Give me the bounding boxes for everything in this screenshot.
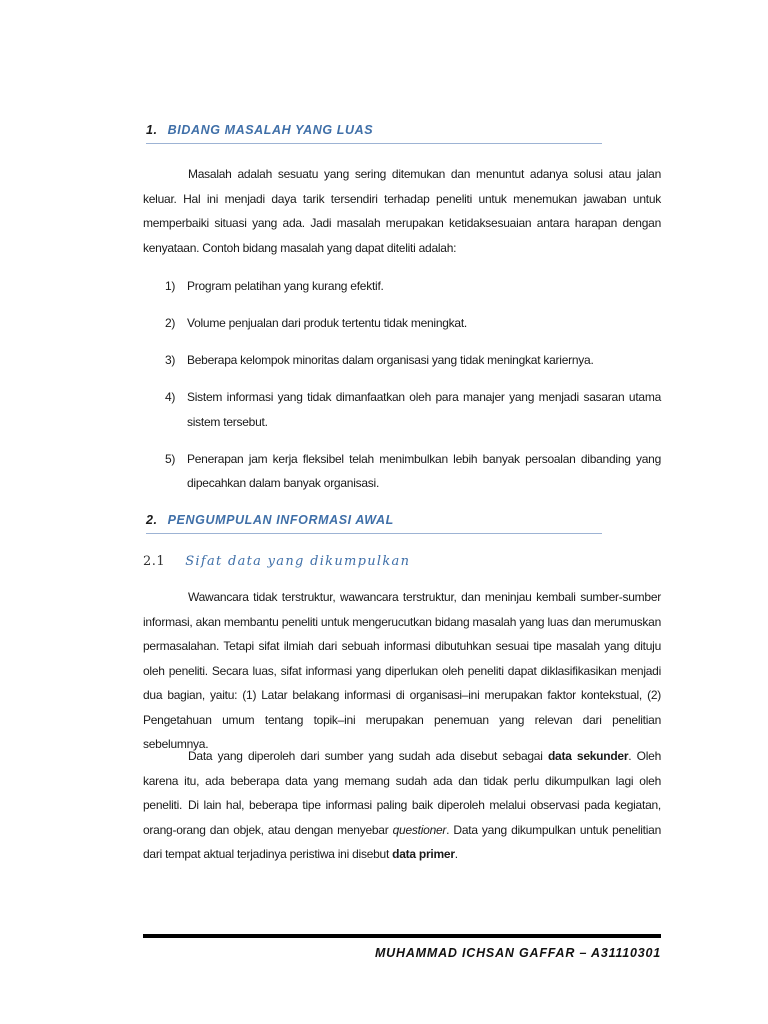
subsection-title: Sifat data yang dikumpulkan <box>185 554 411 569</box>
section-2-paragraph-3 <box>143 793 661 867</box>
list-item-text: Beberapa kelompok minoritas dalam organisasi yang tidak meningkat kariernya. <box>187 353 594 367</box>
footer-author: MUHAMMAD ICHSAN GAFFAR – A31110301 <box>374 946 661 960</box>
list-item-number: 3) <box>165 353 176 367</box>
list-item-text: Penerapan jam kerja fleksibel telah menimbulkan lebih banyak persoalan dibanding yang dipecahkan dalam banyak organisasi. <box>187 451 661 490</box>
list-item-number: 2) <box>165 316 176 330</box>
list-item <box>143 447 661 496</box>
list-item-number: 5) <box>165 451 176 466</box>
section-1-number: 1. <box>146 123 158 137</box>
para3-text-before: Di lain hal, beberapa tipe informasi paling baik diperoleh melalui observasi pada kegiatan, orang-orang dan objek, atau dengan menyebar <box>143 798 661 837</box>
para3-text-middle: . Data yang dikumpulkan untuk penelitian dari tempat aktual terjadinya peristiwa ini disebut <box>143 822 662 861</box>
section-1-intro: Masalah adalah sesuatu yang sering ditemukan dan menuntut adanya solusi atau jalan keluar. Hal ini menjadi daya tarik tersendiri terhadap peneliti untuk menemukan jawaban untuk memperbaiki situasi yang ada. Jadi masalah merupakan ketidaksesuaian antara harapan dengan kenyataan. Contoh bidang masalah yang dapat diteliti adalah: <box>143 167 661 255</box>
list-item-text: Program pelatihan yang kurang efektif. <box>187 279 384 293</box>
subsection-2-1-heading <box>143 554 410 569</box>
list-item <box>143 385 661 434</box>
section-1-heading <box>146 123 602 144</box>
list-item <box>143 274 661 299</box>
footer-rule <box>143 934 661 938</box>
para2-text-before: Data yang diperoleh dari sumber yang sudah ada disebut sebagai <box>188 749 548 763</box>
list-item <box>143 348 661 373</box>
para2-text-after: . Oleh karena itu, ada beberapa data yang memang sudah ada dan tidak perlu dikumpulkan lagi oleh peneliti. <box>143 749 661 812</box>
section-2-title: PENGUMPULAN INFORMASI AWAL <box>167 513 394 527</box>
list-item-text: Sistem informasi yang tidak dimanfaatkan oleh para manajer yang menjadi sasaran utama sistem tersebut. <box>187 390 661 429</box>
section-1-title: BIDANG MASALAH YANG LUAS <box>167 123 374 137</box>
list-item-number: 1) <box>165 279 176 293</box>
term-data-primer: data primer <box>392 847 455 861</box>
section-2-paragraph-1: Wawancara tidak terstruktur, wawancara terstruktur, dan meninjau kembali sumber-sumber informasi, akan membantu peneliti untuk mengerucutkan bidang masalah yang luas dan merumuskan permasalahan. Tetapi sifat ilmiah dari sebuah informasi dibutuhkan sesuai tipe masalah yang dituju oleh peneliti. Secara luas, sifat informasi yang diperlukan oleh peneliti dapat diklasifikasikan menjadi dua bagian, yaitu: (1) Latar belakang informasi di organisasi–ini merupakan faktor kontekstual, (2) Pengetahuan umum tentang topik–ini merupakan penemuan yang relevan dari penelitian sebelumnya. <box>143 590 661 751</box>
section-2-heading <box>146 513 602 534</box>
term-data-sekunder: data sekunder <box>547 749 629 763</box>
term-questioner: questioner <box>392 822 447 837</box>
problem-list <box>143 274 661 508</box>
subsection-number: 2.1 <box>143 554 166 569</box>
section-2-number: 2. <box>146 513 158 527</box>
para3-text-end: . <box>454 847 458 861</box>
list-item <box>143 311 661 336</box>
list-item-text: Volume penjualan dari produk tertentu tidak meningkat. <box>187 316 468 330</box>
list-item-number: 4) <box>165 390 176 404</box>
